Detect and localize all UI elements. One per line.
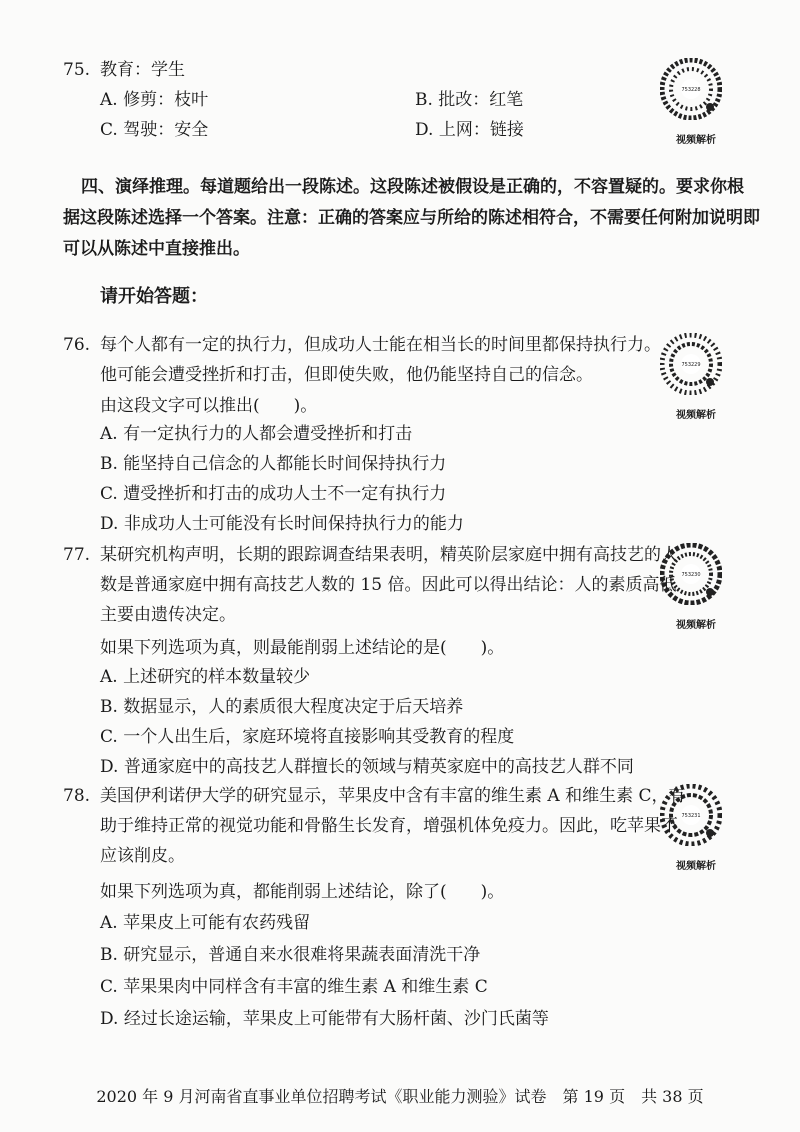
question-stem-line: 数是普通家庭中拥有高技艺人数的 15 倍。因此可以得出结论：人的素质高低 [100,575,677,595]
question-number: 75. [63,60,91,80]
option-a: A. 上述研究的样本数量较少 [100,667,311,687]
start-prompt: 请开始答题： [100,286,208,307]
section-heading-line-2: 据这段陈述选择一个答案。注意：正确的答案应与所给的陈述相符合，不需要任何附加说明即 [63,208,760,228]
qr-caption: 视频解析 [676,861,716,872]
question-stem: 教育：学生 [100,60,185,80]
option-c: C. 苹果果肉中同样含有丰富的维生素 A 和维生素 C [100,977,488,997]
question-stem-line: 助于维持正常的视觉功能和骨骼生长发育，增强机体免疫力。因此，吃苹果不 [100,816,678,836]
question-number: 78. [63,786,91,806]
option-d: D. 经过长途运输，苹果皮上可能带有大肠杆菌、沙门氏菌等 [100,1009,549,1029]
question-prompt: 如果下列选项为真，则最能削弱上述结论的是( )。 [100,638,505,658]
option-a: A. 苹果皮上可能有农药残留 [100,913,311,933]
qr-caption: 视频解析 [676,135,716,146]
qr-code-78[interactable] [660,784,732,876]
page-footer: 2020 年 9 月河南省直事业单位招聘考试《职业能力测验》试卷 第 19 页 共 38 页 [96,1087,704,1106]
section-heading-line-1: 四、演绎推理。每道题给出一段陈述。这段陈述被假设是正确的，不容置疑的。要求你根 [81,177,744,197]
question-stem-line: 他可能会遭受挫折和打击，但即使失败，他仍能坚持自己的信念。 [100,365,593,385]
option-d: D. 普通家庭中的高技艺人群擅长的领域与精英家庭中的高技艺人群不同 [100,757,634,777]
question-stem-line: 某研究机构声明，长期的跟踪调查结果表明，精英阶层家庭中拥有高技艺的人 [100,545,678,565]
option-b: B. 数据显示，人的素质很大程度决定于后天培养 [100,697,464,717]
question-number: 77. [63,545,91,565]
qr-code-77[interactable] [660,543,732,635]
option-a: A. 有一定执行力的人都会遭受挫折和打击 [100,424,413,444]
qr-code-75[interactable] [660,58,732,150]
qr-id: 753230 [681,572,701,578]
qr-id: 753229 [681,362,701,368]
question-prompt: 由这段文字可以推出( )。 [100,396,318,416]
question-prompt: 如果下列选项为真，都能削弱上述结论，除了( )。 [100,882,505,902]
question-stem-line: 应该削皮。 [100,846,185,866]
option-c: C. 驾驶：安全 [100,120,209,140]
question-stem-line: 主要由遗传决定。 [100,605,236,625]
qr-id: 753228 [681,87,701,93]
option-b: B. 研究显示，普通自来水很难将果蔬表面清洗干净 [100,945,481,965]
option-c: C. 一个人出生后，家庭环境将直接影响其受教育的程度 [100,727,515,747]
qr-caption: 视频解析 [676,410,716,421]
option-b: B. 能坚持自己信念的人都能长时间保持执行力 [100,454,447,474]
qr-id: 753231 [681,813,701,819]
question-stem-line: 每个人都有一定的执行力，但成功人士能在相当长的时间里都保持执行力。 [100,335,661,355]
option-c: C. 遭受挫折和打击的成功人士不一定有执行力 [100,484,447,504]
qr-code-76[interactable] [660,333,732,425]
qr-caption: 视频解析 [676,620,716,631]
option-b: B. 批改：红笔 [415,90,524,110]
option-d: D. 非成功人士可能没有长时间保持执行力的能力 [100,514,464,534]
question-stem-line: 美国伊利诺伊大学的研究显示，苹果皮中含有丰富的维生素 A 和维生素 C，有 [100,786,686,806]
question-number: 76. [63,335,91,355]
option-d: D. 上网：链接 [415,120,524,140]
section-heading-line-3: 可以从陈述中直接推出。 [63,239,250,259]
option-a: A. 修剪：枝叶 [100,90,209,110]
